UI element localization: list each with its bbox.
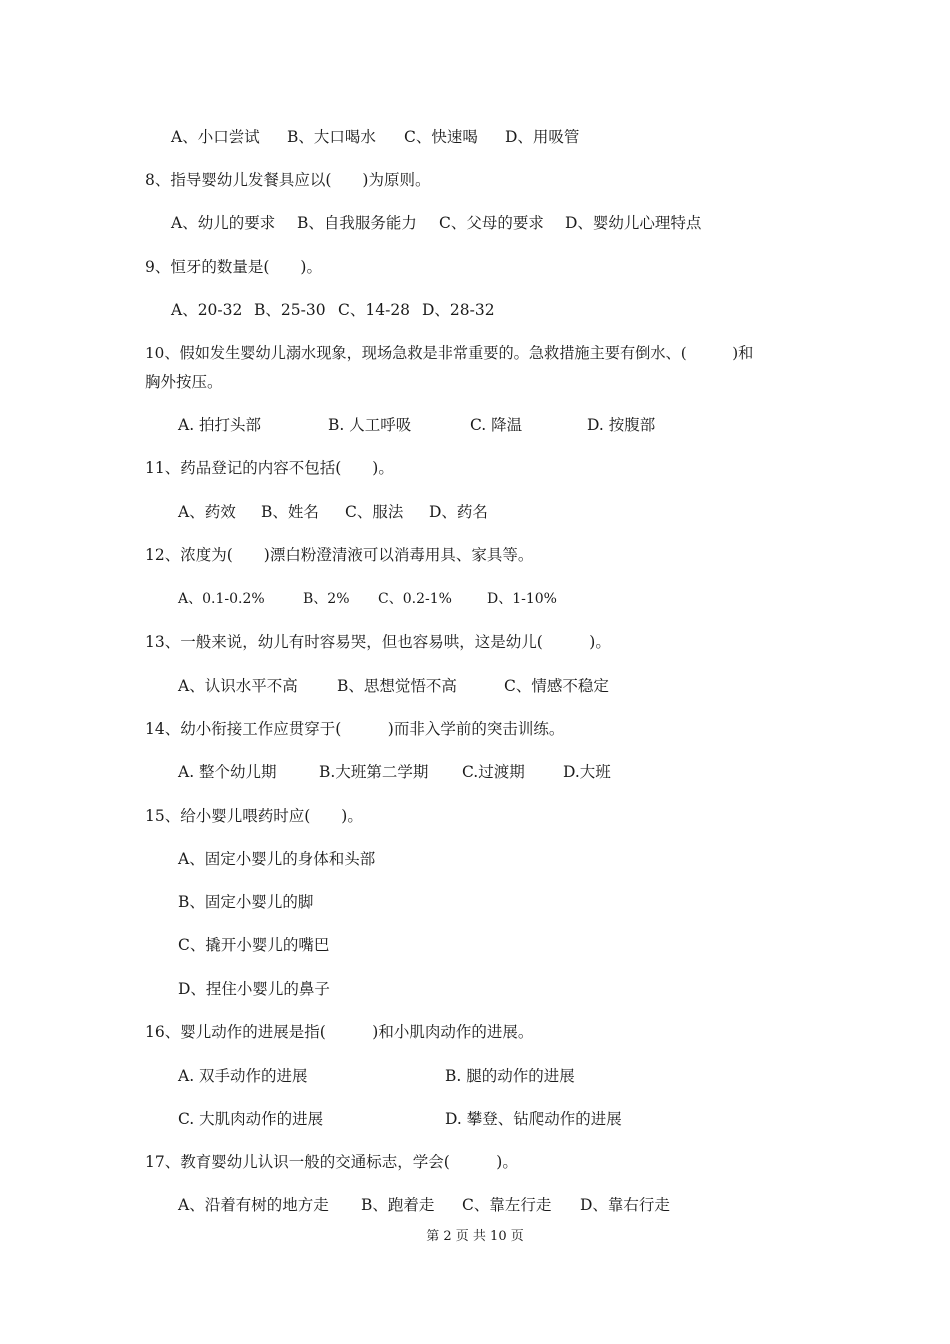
- q10-stem-line2: 胸外按压。: [145, 373, 223, 391]
- q9-option-a: A、20-32: [171, 301, 243, 319]
- q15-stem: 15、给小婴儿喂药时应( )。: [145, 807, 363, 825]
- q9-option-d: D、28-32: [422, 301, 495, 319]
- q11-option-b: B、姓名: [261, 503, 319, 521]
- q14-stem: 14、幼小衔接工作应贯穿于( )而非入学前的突击训练。: [145, 720, 565, 738]
- q12-option-d: D、1-10%: [487, 591, 557, 607]
- q17-stem: 17、教育婴幼儿认识一般的交通标志，学会( )。: [145, 1153, 518, 1171]
- q10-option-c: C. 降温: [470, 416, 523, 434]
- q15-option-c: C、撬开小婴儿的嘴巴: [178, 936, 330, 954]
- q10-stem-line1: 10、假如发生婴幼儿溺水现象，现场急救是非常重要的。急救措施主要有倒水、( )和: [145, 344, 754, 362]
- q14-option-c: C.过渡期: [462, 763, 525, 781]
- q11-option-c: C、服法: [345, 503, 404, 521]
- q10-option-d: D. 按腹部: [587, 416, 656, 434]
- q12-option-a: A、0.1-0.2%: [178, 591, 265, 607]
- q17-option-a: A、沿着有树的地方走: [178, 1196, 329, 1214]
- q7-option-d: D、用吸管: [505, 128, 580, 146]
- q10-option-b: B. 人工呼吸: [328, 416, 412, 434]
- q7-option-b: B、大口喝水: [287, 128, 376, 146]
- q15-option-b: B、固定小婴儿的脚: [178, 893, 314, 911]
- q8-option-d: D、婴幼儿心理特点: [565, 214, 702, 232]
- q8-option-b: B、自我服务能力: [297, 214, 417, 232]
- q13-stem: 13、一般来说，幼儿有时容易哭，但也容易哄，这是幼儿( )。: [145, 633, 611, 651]
- q7-option-a: A、小口尝试: [171, 128, 260, 146]
- page-footer: 第 2 页 共 10 页: [426, 1229, 524, 1244]
- q15-option-a: A、固定小婴儿的身体和头部: [178, 850, 376, 868]
- q14-option-b: B.大班第二学期: [319, 763, 429, 781]
- q8-stem: 8、指导婴幼儿发餐具应以( )为原则。: [145, 171, 431, 189]
- q14-option-d: D.大班: [563, 763, 611, 781]
- q8-option-a: A、幼儿的要求: [171, 214, 276, 232]
- q16-option-c: C. 大肌肉动作的进展: [178, 1110, 324, 1128]
- q9-option-b: B、25-30: [254, 301, 326, 319]
- q13-option-a: A、认识水平不高: [178, 677, 298, 695]
- q11-option-a: A、药效: [178, 503, 236, 521]
- q15-option-d: D、捏住小婴儿的鼻子: [178, 980, 330, 998]
- q13-option-c: C、情感不稳定: [504, 677, 609, 695]
- q16-option-a: A. 双手动作的进展: [178, 1067, 308, 1085]
- q10-option-a: A. 拍打头部: [178, 416, 262, 434]
- q8-option-c: C、父母的要求: [439, 214, 544, 232]
- q17-option-d: D、靠右行走: [580, 1196, 670, 1214]
- q17-option-c: C、靠左行走: [462, 1196, 552, 1214]
- q9-option-c: C、14-28: [338, 301, 411, 319]
- q9-stem: 9、恒牙的数量是( )。: [145, 258, 322, 276]
- q17-option-b: B、跑着走: [361, 1196, 435, 1214]
- q11-stem: 11、药品登记的内容不包括( )。: [145, 459, 394, 477]
- q11-option-d: D、药名: [429, 503, 488, 521]
- q16-stem: 16、婴儿动作的进展是指( )和小肌肉动作的进展。: [145, 1023, 534, 1041]
- q14-option-a: A. 整个幼儿期: [178, 763, 277, 781]
- q12-stem: 12、浓度为( )漂白粉澄清液可以消毒用具、家具等。: [145, 546, 534, 564]
- q7-option-c: C、快速喝: [404, 128, 478, 146]
- q16-option-b: B. 腿的动作的进展: [445, 1067, 575, 1085]
- q13-option-b: B、思想觉悟不高: [337, 677, 457, 695]
- q16-option-d: D. 攀登、钻爬动作的进展: [445, 1110, 622, 1128]
- q12-option-b: B、2%: [303, 591, 350, 607]
- q12-option-c: C、0.2-1%: [378, 591, 452, 607]
